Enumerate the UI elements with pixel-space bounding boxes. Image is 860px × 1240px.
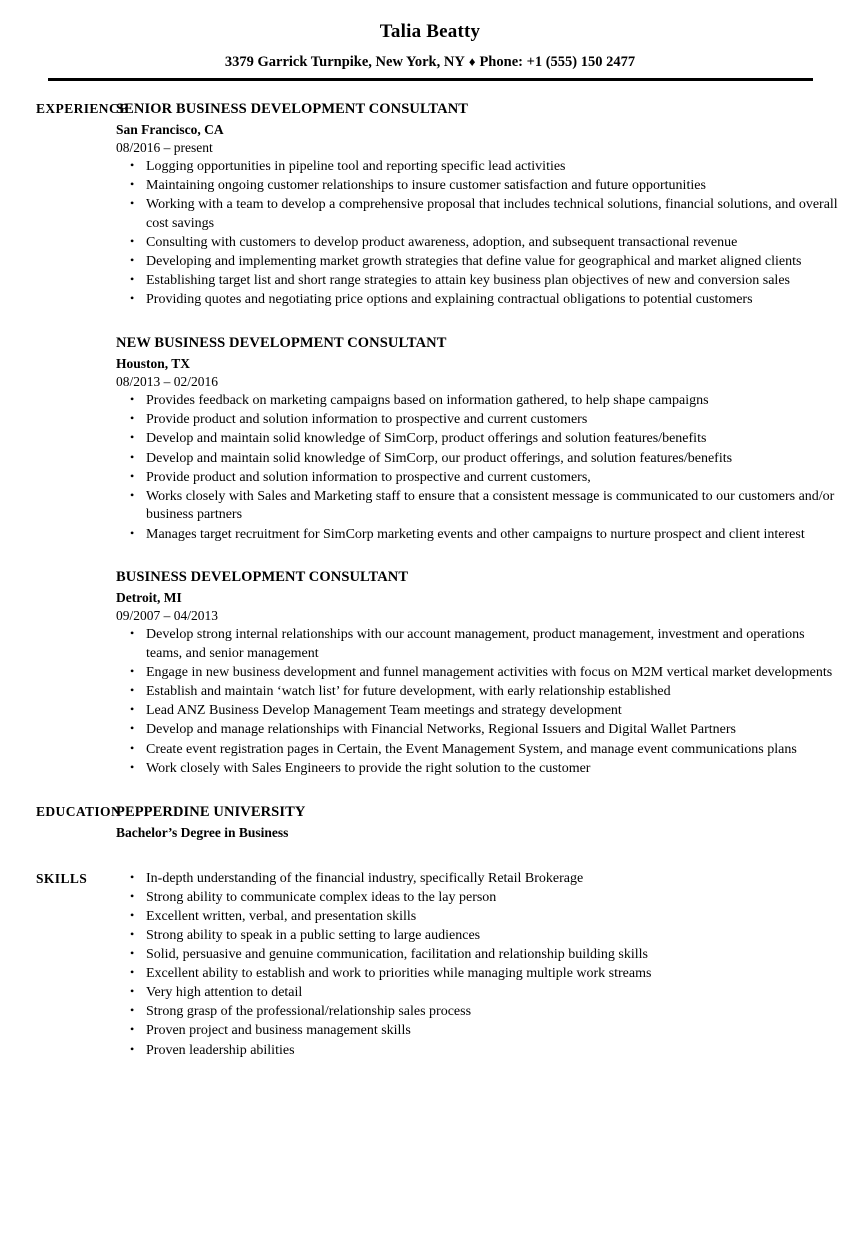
section-education (0, 803, 860, 843)
section-label-education: EDUCATION (36, 803, 122, 819)
job-title: BUSINESS DEVELOPMENT CONSULTANT (116, 569, 409, 586)
contact-phone: Phone: +1 (555) 150 2477 (479, 53, 636, 70)
skill-item: • Very high attention to detail (116, 984, 838, 1003)
contact-line (0, 55, 860, 71)
job-dates: 08/2016 – present (116, 139, 213, 155)
resume-header (0, 0, 860, 81)
job-bullet: • Works closely with Sales and Marketing staff to ensure that a consistent message is communicated to our customers and/or business partners (116, 488, 838, 525)
resume-content (0, 81, 860, 1061)
job-location: San Francisco, CA (116, 121, 224, 137)
job-bullet: • Consulting with customers to develop product awareness, adoption, and subsequent transactional revenue (116, 234, 838, 253)
job-bullet: • Develop and maintain solid knowledge of SimCorp, product offerings and solution features/benefits (116, 430, 838, 449)
experience-body (116, 100, 860, 779)
job-bullet: • Developing and implementing market growth strategies that define value for geographical and market aligned clients (116, 253, 838, 272)
job-bullet: • Provide product and solution information to prospective and current customers, (116, 469, 838, 488)
job-bullet: • Lead ANZ Business Develop Management Team meetings and strategy development (116, 702, 838, 721)
education-school: PEPPERDINE UNIVERSITY (116, 803, 306, 820)
skill-item: • Strong grasp of the professional/relationship sales process (116, 1003, 838, 1022)
education-degree: Bachelor’s Degree in Business (116, 824, 289, 840)
section-experience (0, 100, 860, 779)
job-dates: 09/2007 – 04/2013 (116, 608, 219, 624)
skill-item: • Strong ability to communicate complex ideas to the lay person (116, 889, 838, 908)
job-bullet: • Provide product and solution information to prospective and current customers (116, 411, 838, 430)
job-bullet: • Develop strong internal relationships with our account management, product management, investment and operations teams, and senior management (116, 626, 838, 663)
job-bullet: • Develop and manage relationships with Financial Networks, Regional Issuers and Digital Wallet Partners (116, 721, 838, 740)
job-bullet: • Working with a team to develop a comprehensive proposal that includes technical solutions, financial solutions, and overall cost savings (116, 196, 838, 233)
job-entry (116, 100, 838, 310)
job-bullet-list (116, 626, 838, 778)
job-dates: 08/2013 – 02/2016 (116, 374, 219, 390)
job-bullet: • Maintaining ongoing customer relationships to insure customer satisfaction and future opportunities (116, 177, 838, 196)
job-bullet-list (116, 158, 838, 310)
job-bullet: • Create event registration pages in Certain, the Event Management System, and manage event communications plans (116, 741, 838, 760)
skill-item: • Proven leadership abilities (116, 1042, 838, 1061)
job-title: NEW BUSINESS DEVELOPMENT CONSULTANT (116, 334, 447, 351)
diamond-separator-icon: ♦ (468, 53, 476, 69)
section-skills (0, 870, 860, 1061)
job-entry (116, 568, 838, 778)
skill-item: • Solid, persuasive and genuine communication, facilitation and relationship building skills (116, 946, 838, 965)
job-bullet: • Work closely with Sales Engineers to provide the right solution to the customer (116, 760, 838, 779)
job-title: SENIOR BUSINESS DEVELOPMENT CONSULTANT (116, 100, 469, 117)
job-bullet: • Logging opportunities in pipeline tool and reporting specific lead activities (116, 158, 838, 177)
skills-body (116, 870, 860, 1061)
skill-item: • Proven project and business management skills (116, 1022, 838, 1041)
job-bullet: • Providing quotes and negotiating price options and explaining contractual obligations to potential customers (116, 291, 838, 310)
job-bullet: • Provides feedback on marketing campaigns based on information gathered, to help shape campaigns (116, 392, 838, 411)
skill-item: • Excellent written, verbal, and presentation skills (116, 908, 838, 927)
section-label-experience: EXPERIENCE (36, 100, 129, 116)
job-bullet: • Establishing target list and short range strategies to attain key business plan objectives of new and conversion sales (116, 272, 838, 291)
skill-item: • Strong ability to speak in a public setting to large audiences (116, 927, 838, 946)
section-label-skills: SKILLS (36, 870, 88, 886)
job-bullet: • Engage in new business development and funnel management activities with focus on M2M vertical market developments (116, 664, 838, 683)
job-bullet: • Manages target recruitment for SimCorp marketing events and other campaigns to nurture prospect and client interest (116, 526, 838, 545)
job-bullet: • Establish and maintain ‘watch list’ for future development, with early relationship established (116, 683, 838, 702)
job-bullet-list (116, 392, 838, 544)
education-body (116, 803, 860, 843)
job-location: Houston, TX (116, 355, 191, 371)
job-location: Detroit, MI (116, 589, 182, 605)
candidate-name: Talia Beatty (379, 21, 481, 42)
skills-list (116, 870, 838, 1061)
skill-item: • Excellent ability to establish and work to priorities while managing multiple work streams (116, 965, 838, 984)
contact-address: 3379 Garrick Turnpike, New York, NY (224, 53, 465, 70)
job-entry (116, 334, 838, 544)
job-bullet: • Develop and maintain solid knowledge of SimCorp, our product offerings, and solution features/benefits (116, 450, 838, 469)
skill-item: • In-depth understanding of the financial industry, specifically Retail Brokerage (116, 870, 838, 889)
